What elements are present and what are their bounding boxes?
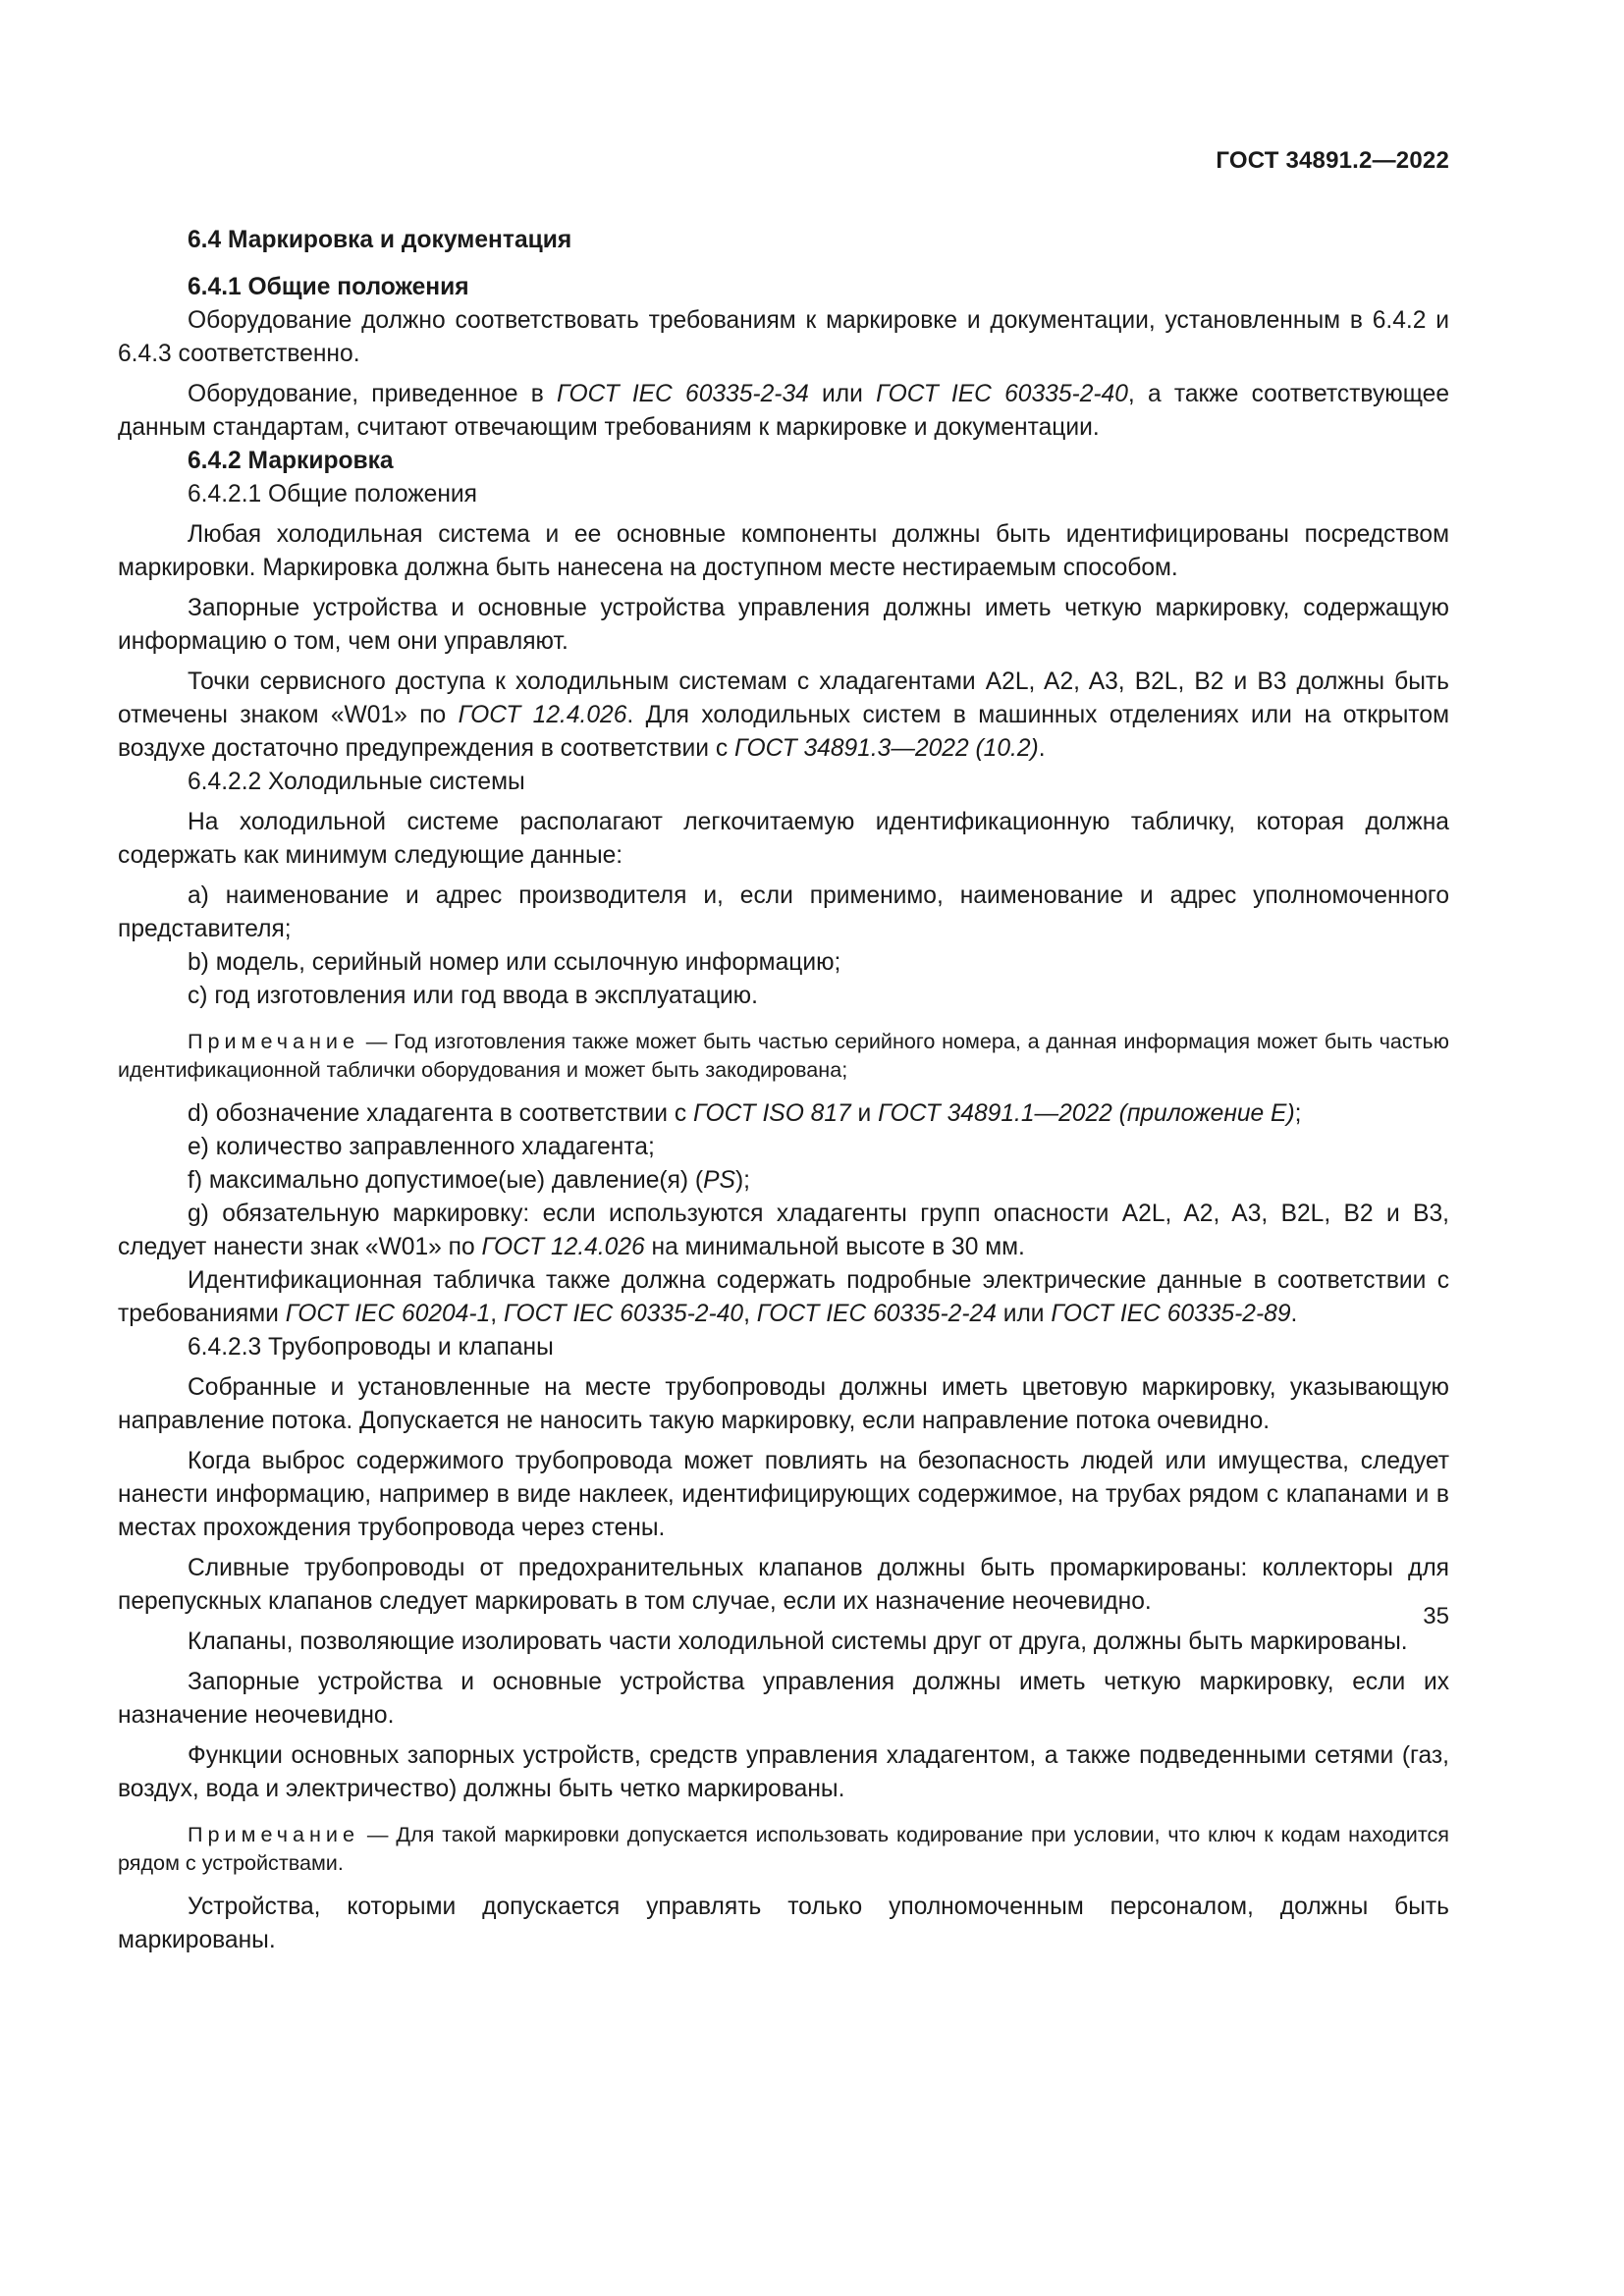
section-heading-6-4-2: 6.4.2 Маркировка xyxy=(188,448,394,474)
section-heading-6-4: 6.4 Маркировка и документация xyxy=(188,227,572,253)
standard-reference: ГОСТ 12.4.026 xyxy=(458,702,627,728)
paragraph: Сливные трубопроводы от предохранительных клапанов должны быть промаркированы: коллекторы для перепускных клапанов следует маркировать в том случае, если их назначение неочевидно. xyxy=(118,1555,1449,1615)
list-item-e: e) количество заправленного хладагента; xyxy=(188,1134,655,1160)
standard-reference: ГОСТ IEC 60335-2-34 xyxy=(556,381,809,407)
list-item-b: b) модель, серийный номер или ссылочную информацию; xyxy=(188,949,841,976)
list-item-a: a) наименование и адрес производителя и, если применимо, наименование и адрес уполномоченного представителя; xyxy=(118,882,1449,942)
subsection-heading-6-4-2-1: 6.4.2.1 Общие положения xyxy=(188,481,477,507)
section-heading-6-4-1: 6.4.1 Общие положения xyxy=(188,274,469,300)
note: Примечание — Год изготовления также может быть частью серийного номера, а данная информация может быть частью идентификационной таблички оборудования и может быть закодирована; xyxy=(118,1029,1449,1082)
list-item-c: c) год изготовления или год ввода в эксплуатацию. xyxy=(188,983,758,1009)
paragraph: Когда выброс содержимого трубопровода может повлиять на безопасность людей или имущества, следует нанести информацию, например в виде наклеек, идентифицирующих содержимое, на трубах рядом с клапанами и в местах прохождения трубопровода через стены. xyxy=(118,1448,1449,1541)
paragraph: Собранные и установленные на месте трубопроводы должны иметь цветовую маркировку, указывающую направление потока. Допускается не наносить такую маркировку, если направление потока очевидно. xyxy=(118,1374,1449,1434)
standard-reference: ГОСТ 12.4.026 xyxy=(481,1234,645,1260)
symbol-ps: PS xyxy=(703,1167,735,1194)
note-label: Примечание xyxy=(188,1029,359,1053)
standard-reference: ГОСТ ISO 817 xyxy=(692,1100,851,1127)
paragraph: Функции основных запорных устройств, средств управления хладагентом, а также подведенными сетями (газ, воздух, вода и электричество) должны быть четко маркированы. xyxy=(118,1742,1449,1802)
page-number: 35 xyxy=(1423,1603,1449,1629)
standard-reference: ГОСТ IEC 60204-1 xyxy=(285,1301,491,1327)
list-item-g: g) обязательную маркировку: если используются хладагенты групп опасности A2L, A2, A3, B2L, B2 и B3, следует нанести знак «W01» по ГОСТ 12.4.026 на минимальной высоте в 30 мм. xyxy=(118,1201,1449,1260)
paragraph: Клапаны, позволяющие изолировать части холодильной системы друг от друга, должны быть маркированы. xyxy=(188,1629,1408,1655)
subsection-heading-6-4-2-2: 6.4.2.2 Холодильные системы xyxy=(188,769,525,795)
paragraph: На холодильной системе располагают легкочитаемую идентификационную табличку, которая должна содержать как минимум следующие данные: xyxy=(118,809,1449,869)
document-body xyxy=(118,224,1449,1957)
subsection-heading-6-4-2-3: 6.4.2.3 Трубопроводы и клапаны xyxy=(188,1334,554,1361)
paragraph: Запорные устройства и основные устройства управления должны иметь четкую маркировку, если их назначение неочевидно. xyxy=(118,1669,1449,1729)
paragraph: Оборудование, приведенное в ГОСТ IEC 60335-2-34 или ГОСТ IEC 60335-2-40, а также соответствующее данным стандартам, считают отвечающим требованиям к маркировке и документации. xyxy=(118,381,1450,441)
paragraph: Запорные устройства и основные устройства управления должны иметь четкую маркировку, содержащую информацию о том, чем они управляют. xyxy=(118,595,1449,655)
note: Примечание — Для такой маркировки допускается использовать кодирование при условии, что ключ к кодам находится рядом с устройствами. xyxy=(118,1822,1449,1875)
note-label: Примечание xyxy=(188,1822,359,1846)
paragraph: Идентификационная табличка также должна содержать подробные электрические данные в соответствии с требованиями ГОСТ IEC 60204-1, ГОСТ IEC 60335-2-40, ГОСТ IEC 60335-2-24 или ГОСТ IEC 60335-2-89. xyxy=(118,1267,1449,1327)
standard-reference: ГОСТ IEC 60335-2-40 xyxy=(876,381,1128,407)
standard-reference: ГОСТ 34891.1—2022 (приложение Е) xyxy=(878,1100,1295,1127)
list-item-d: d) обозначение хладагента в соответствии с ГОСТ ISO 817 и ГОСТ 34891.1—2022 (приложение Е); xyxy=(188,1100,1302,1127)
standard-reference: ГОСТ 34891.3—2022 (10.2) xyxy=(733,735,1039,762)
paragraph: Оборудование должно соответствовать требованиям к маркировке и документации, установленным в 6.4.2 и 6.4.3 соответственно. xyxy=(118,307,1449,367)
document-code-header: ГОСТ 34891.2—2022 xyxy=(1216,147,1449,174)
paragraph: Точки сервисного доступа к холодильным системам с хладагентами A2L, A2, A3, B2L, B2 и B3 должны быть отмечены знаком «W01» по ГОСТ 12.4.026. Для холодильных систем в машинных отделениях или на открытом воздухе достаточно предупреждения в соответствии с ГОСТ 34891.3—2022 (10.2). xyxy=(118,668,1449,762)
standard-reference: ГОСТ IEC 60335-2-89 xyxy=(1051,1301,1291,1327)
list-item-f: f) максимально допустимое(ые) давление(я) (PS); xyxy=(188,1167,750,1194)
paragraph: Любая холодильная система и ее основные компоненты должны быть идентифицированы посредством маркировки. Маркировка должна быть нанесена на доступном месте нестираемым способом. xyxy=(118,521,1449,581)
standard-reference: ГОСТ IEC 60335-2-24 xyxy=(756,1301,997,1327)
standard-reference: ГОСТ IEC 60335-2-40 xyxy=(503,1301,744,1327)
paragraph: Устройства, которыми допускается управлять только уполномоченным персоналом, должны быть маркированы. xyxy=(118,1894,1449,1953)
